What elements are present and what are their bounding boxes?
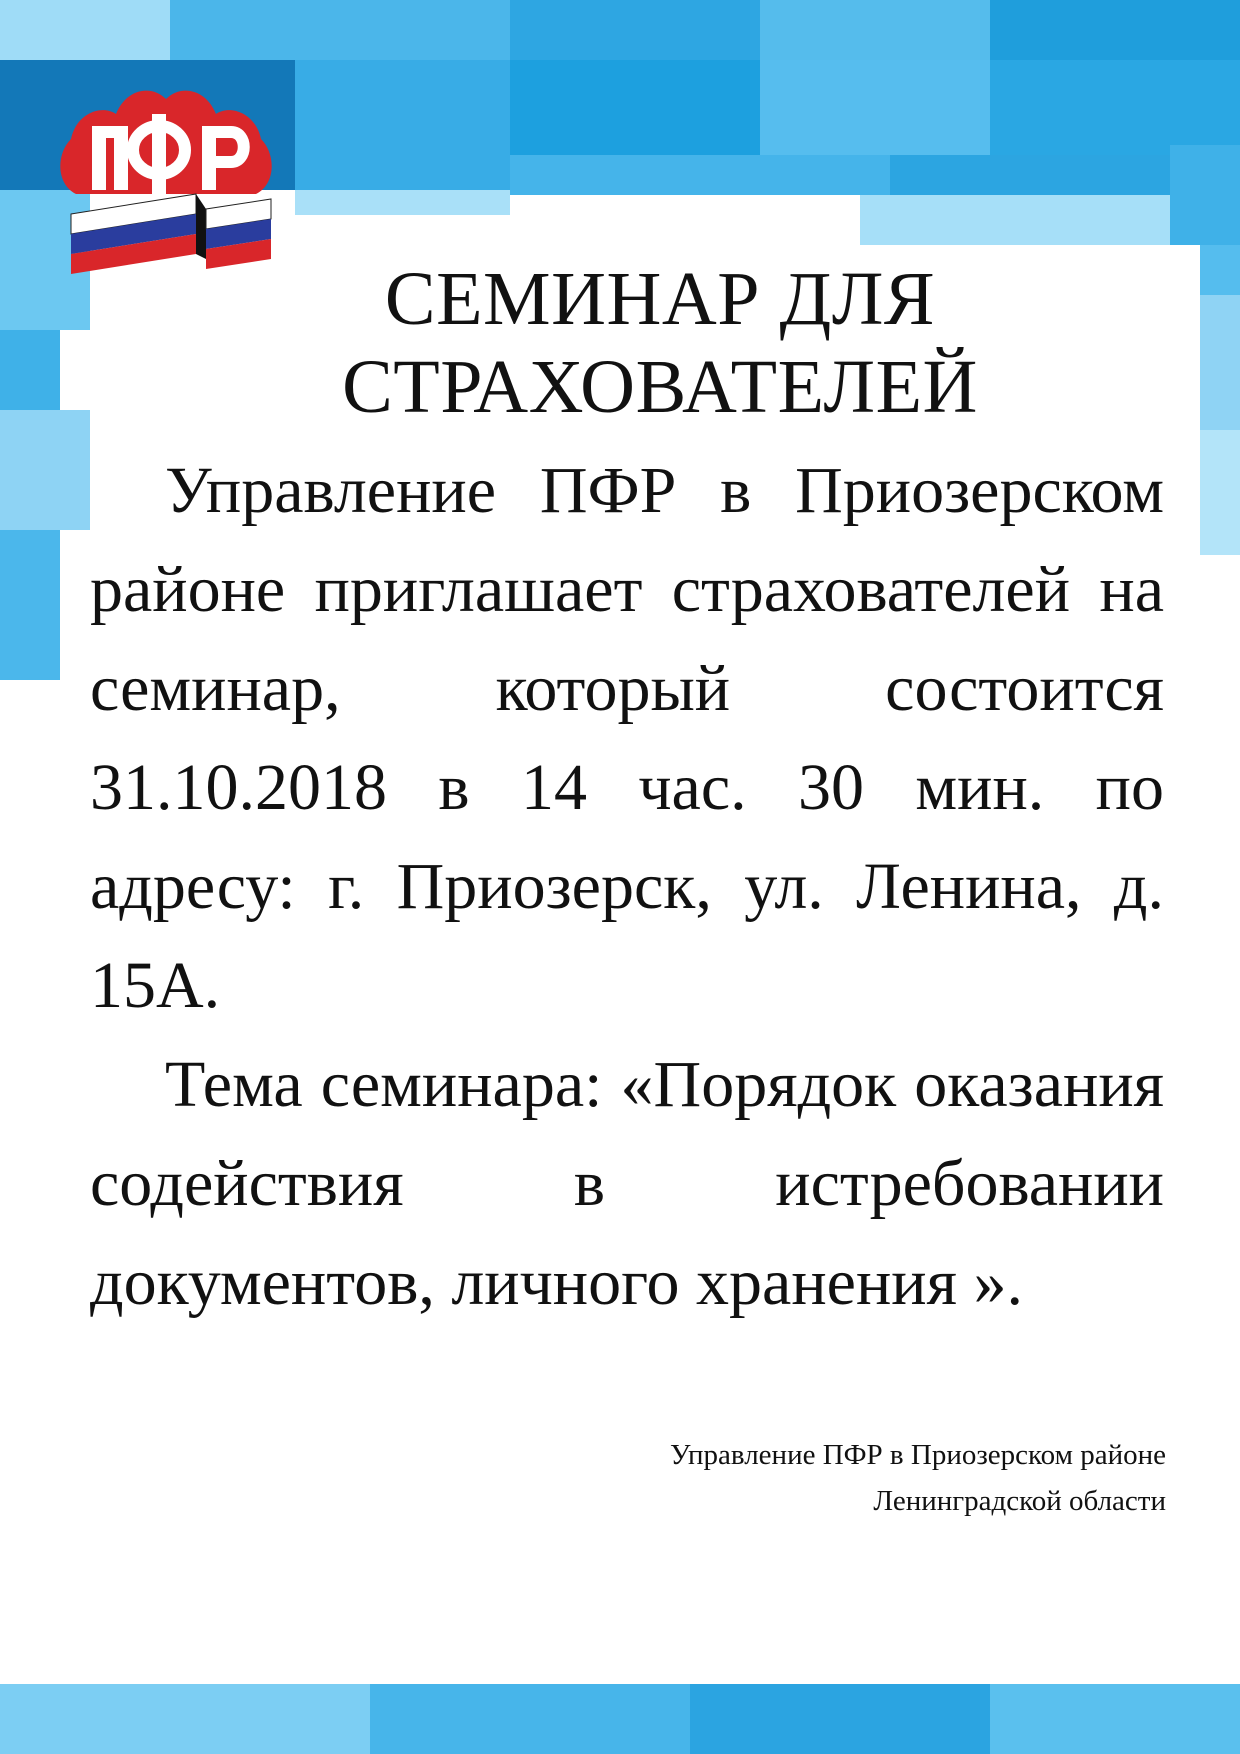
topic-paragraph: Тема семинара: «Порядок оказания содействия в истребовании документов, личного хранения ». bbox=[90, 1048, 1164, 1319]
announcement-body bbox=[90, 441, 1164, 1332]
signature-line-2: Ленинградской области bbox=[873, 1485, 1166, 1517]
invitation-paragraph: Управление ПФР в Приозерском районе приглашает страхователей на семинар, который состоится 31.10.2018 в 14 час. 30 мин. по адресу: г. Приозерск, ул. Ленина, д. 15А. bbox=[90, 454, 1164, 1022]
signature bbox=[670, 1432, 1166, 1524]
signature-line-1: Управление ПФР в Приозерском районе bbox=[670, 1439, 1166, 1471]
title-line-2: СТРАХОВАТЕЛЕЙ bbox=[342, 345, 978, 429]
page-title bbox=[290, 255, 1030, 431]
pfr-emblem-icon bbox=[56, 74, 286, 294]
title-line-1: СЕМИНАР ДЛЯ bbox=[384, 257, 936, 341]
